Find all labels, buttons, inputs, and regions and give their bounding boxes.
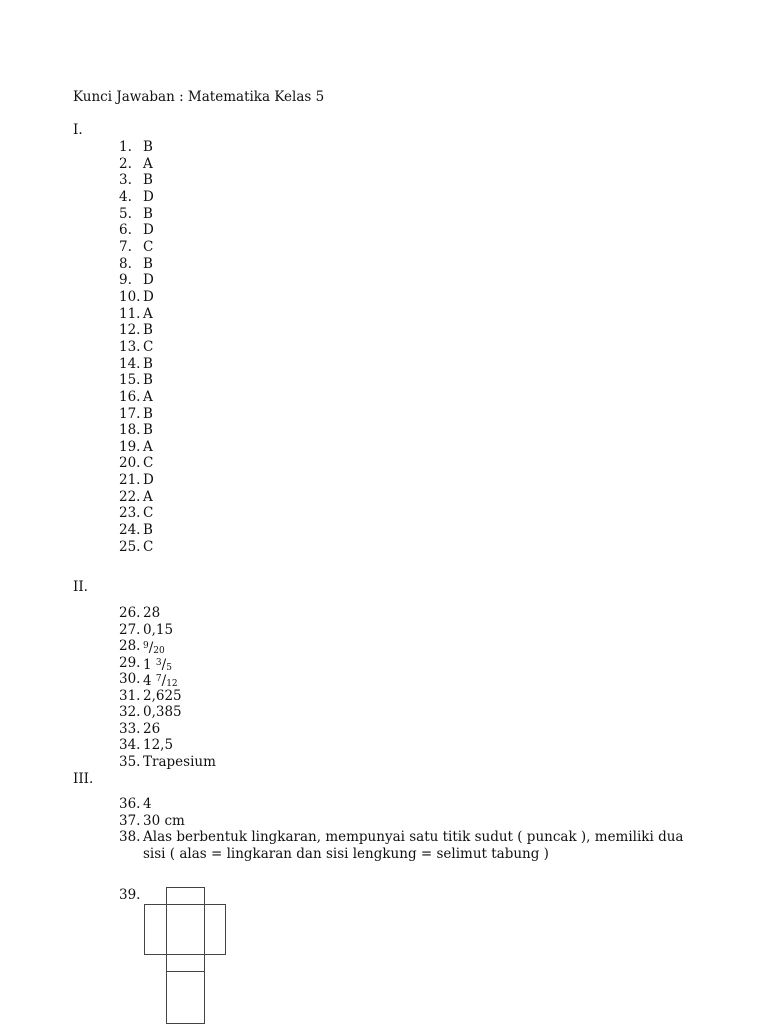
mixed-fraction-answer: [143, 671, 178, 688]
question-number: 28.: [119, 638, 141, 654]
answer-item: [119, 189, 154, 206]
answer-item: [119, 256, 154, 273]
answer-item: [119, 172, 154, 189]
question-number: 18.: [119, 422, 141, 439]
answer-item: [119, 539, 154, 556]
fraction-whole: 4: [143, 673, 152, 689]
answer-value: 28: [143, 605, 161, 621]
question-number: 11.: [119, 305, 141, 322]
question-number: 27.: [119, 621, 141, 638]
answer-value: 26: [143, 720, 161, 737]
answer-list-part-3: [119, 796, 703, 863]
question-number: 22.: [119, 488, 141, 505]
answer-item: [119, 721, 216, 738]
question-number: 19.: [119, 438, 141, 455]
question-number: 38.: [119, 829, 141, 845]
answer-item: [119, 206, 154, 223]
net-face-center: [167, 905, 205, 955]
question-number: 31.: [119, 687, 141, 704]
answer-value: B: [143, 205, 153, 222]
answer-item: [119, 754, 216, 771]
answer-item: [119, 356, 154, 373]
fraction-denominator: 20: [153, 646, 165, 656]
answer-item: [119, 796, 703, 813]
question-number: 6.: [119, 222, 132, 239]
answer-item: [119, 489, 154, 506]
answer-value: D: [143, 272, 154, 289]
answer-value: B: [143, 139, 153, 155]
question-number: 39.: [119, 887, 141, 903]
answer-item: [119, 704, 216, 721]
answer-item: [119, 622, 216, 639]
answer-value: D: [143, 188, 154, 205]
question-number: 12.: [119, 322, 141, 339]
answer-item: [119, 522, 154, 539]
cube-net-drawing: [143, 886, 227, 1024]
question-number: 1.: [119, 139, 132, 155]
fraction-slash: /: [161, 673, 167, 689]
answer-item: [119, 505, 154, 522]
fraction-numerator: 3: [155, 657, 162, 668]
fraction-answer: [143, 638, 165, 655]
question-number: 32.: [119, 704, 141, 720]
answer-item: [119, 655, 216, 672]
answer-item: [119, 306, 154, 323]
answer-item: [119, 372, 154, 389]
answer-item: [119, 439, 154, 456]
answer-value: D: [143, 472, 154, 489]
fraction-slash: /: [148, 640, 154, 656]
question-number: 36.: [119, 796, 141, 812]
answer-value: B: [143, 172, 153, 189]
answer-item: [119, 455, 154, 472]
answer-value: D: [143, 222, 154, 239]
answer-item: [119, 222, 154, 239]
answer-item: [119, 829, 703, 863]
answer-item: [119, 272, 154, 289]
section-heading-1: I.: [73, 122, 83, 138]
question-number: 23.: [119, 505, 141, 522]
answer-value: A: [143, 305, 153, 322]
answer-value: B: [143, 322, 153, 339]
answer-item: [119, 605, 216, 622]
question-number: 17.: [119, 405, 141, 422]
question-number: 16.: [119, 388, 141, 405]
answer-item: [119, 671, 216, 688]
question-number: 2.: [119, 155, 132, 172]
answer-value: 12,5: [143, 737, 174, 753]
question-number: 3.: [119, 172, 132, 189]
answer-value: 2,625: [143, 687, 182, 704]
answer-item: [119, 322, 154, 339]
answer-value: 30 cm: [143, 812, 185, 829]
answer-value: A: [143, 438, 153, 455]
answer-value: B: [143, 355, 153, 372]
answer-value: B: [143, 405, 153, 422]
question-number: 29.: [119, 654, 141, 671]
answer-value: Alas berbentuk lingkaran, mempunyai satu titik sudut ( puncak ), memiliki dua sisi ( alas = lingkaran dan sisi lengkung = selimut tabung ): [143, 829, 684, 862]
answer-item: [119, 139, 154, 156]
question-number: 34.: [119, 737, 141, 753]
question-number: 5.: [119, 205, 132, 222]
answer-item: [119, 389, 154, 406]
mixed-fraction-answer: [143, 655, 172, 672]
answer-value: C: [143, 238, 154, 255]
answer-value: C: [143, 338, 154, 355]
question-number: 15.: [119, 372, 141, 389]
net-face-top: [167, 888, 205, 905]
fraction-denominator: 5: [166, 662, 172, 673]
answer-value: B: [143, 372, 153, 389]
answer-value: A: [143, 155, 153, 172]
fraction-numerator: 7: [155, 674, 162, 684]
question-number: 13.: [119, 338, 141, 355]
question-number: 9.: [119, 272, 132, 289]
answer-item: [119, 813, 703, 830]
document-title: Kunci Jawaban : Matematika Kelas 5: [73, 89, 325, 105]
question-number: 4.: [119, 188, 132, 205]
question-number: 10.: [119, 288, 141, 305]
question-number: 14.: [119, 355, 141, 372]
answer-item: [119, 472, 154, 489]
question-number: 25.: [119, 538, 141, 555]
question-number: 7.: [119, 238, 132, 255]
answer-value: B: [143, 255, 153, 272]
answer-value: C: [143, 455, 154, 472]
question-number: 26.: [119, 605, 141, 621]
fraction-whole: 1: [143, 656, 152, 673]
section-heading-3: III.: [73, 771, 94, 787]
answer-value: D: [143, 288, 154, 305]
fraction-numerator: 9: [143, 641, 149, 651]
question-number: 21.: [119, 472, 141, 489]
answer-value: B: [143, 522, 153, 539]
section-heading-2: II.: [73, 579, 88, 595]
answer-item: [119, 422, 154, 439]
answer-value: A: [143, 388, 153, 405]
answer-item: [119, 239, 154, 256]
net-face-right: [205, 905, 226, 955]
fraction-denominator: 12: [166, 679, 178, 689]
answer-value: A: [143, 488, 153, 505]
answer-item: [119, 737, 216, 754]
answer-item: [119, 638, 216, 655]
answer-list-part-1: [119, 139, 154, 555]
question-number: 8.: [119, 255, 132, 272]
answer-item: [119, 688, 216, 705]
answer-item: [119, 289, 154, 306]
answer-value: C: [143, 538, 154, 555]
answer-value: 0,385: [143, 704, 182, 720]
net-face-left: [145, 905, 167, 955]
fraction-slash: /: [161, 656, 167, 673]
question-number: 30.: [119, 671, 141, 687]
answer-value: 4: [143, 796, 152, 812]
answer-value: Trapesium: [143, 753, 216, 770]
net-face-bottom: [167, 972, 205, 1024]
net-face-lower: [167, 955, 205, 972]
answer-item: [119, 156, 154, 173]
answer-value: 0,15: [143, 621, 174, 638]
answer-list-part-2: [119, 605, 216, 770]
question-number: 33.: [119, 720, 141, 737]
answer-item: [119, 339, 154, 356]
answer-item: [119, 406, 154, 423]
question-number: 20.: [119, 455, 141, 472]
question-number: 37.: [119, 812, 141, 829]
answer-value: C: [143, 505, 154, 522]
answer-value: B: [143, 422, 153, 439]
question-number: 35.: [119, 753, 141, 770]
question-number: 24.: [119, 522, 141, 539]
